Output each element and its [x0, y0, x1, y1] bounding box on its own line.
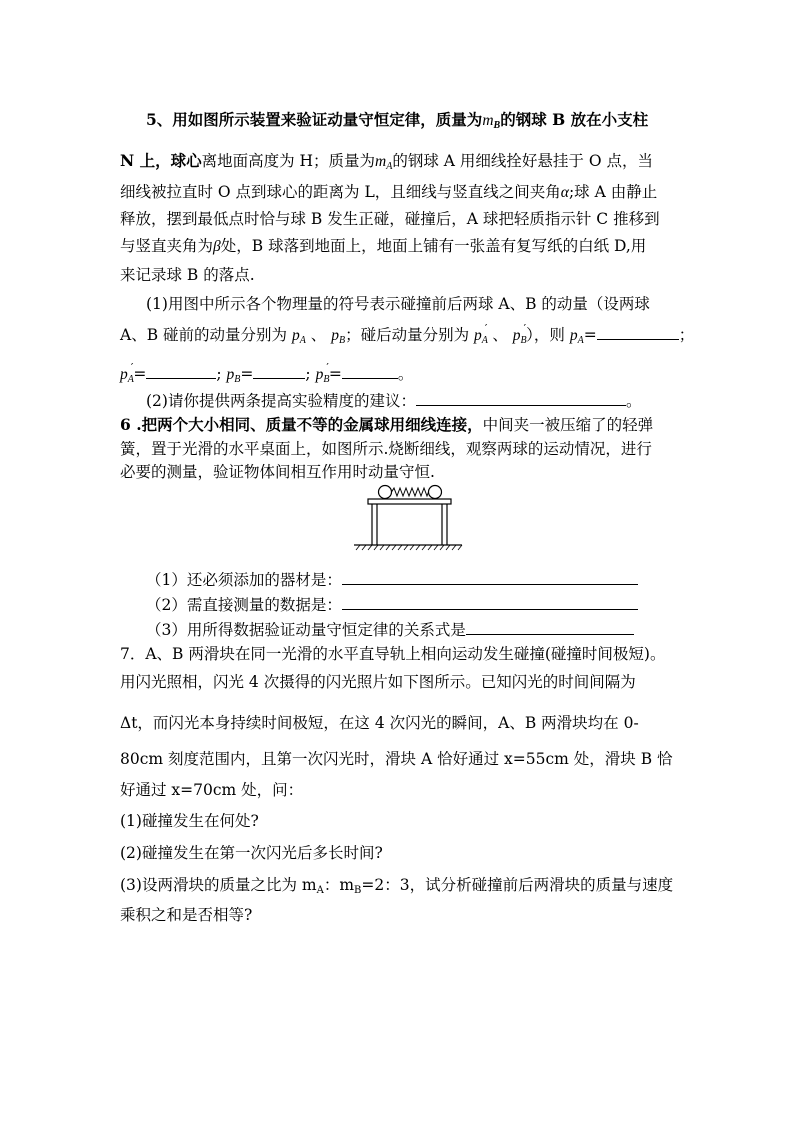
q6-sub-2: （2）需直接测量的数据是： — [146, 593, 638, 615]
answer-blank-equipment[interactable] — [342, 570, 638, 585]
q6-line-1: 6 .把两个大小相同、质量不等的金属球用细线连接，中间夹一被压缩了的轻弹 — [120, 415, 654, 434]
compressed-spring — [392, 488, 429, 496]
answer-blank-pB[interactable] — [253, 364, 305, 379]
q6-sub-1: （1）还必须添加的器材是： — [146, 568, 638, 590]
q7-sub-2: (2)碰撞发生在第一次闪光后多长时间? — [120, 844, 383, 862]
q5-line-3: 细线被拉直时 O 点到球心的距离为 L，且细线与竖直线之间夹角α;球 A 由静止 — [120, 183, 658, 201]
answer-blank-relation[interactable] — [466, 620, 634, 635]
metal-ball-left — [379, 486, 392, 499]
q7-line-5: 好通过 x=70cm 处，问： — [120, 781, 304, 799]
q6-sub-3: （3）用所得数据验证动量守恒定律的关系式是 — [146, 618, 634, 640]
q7-sub-3: (3)设两滑块的质量之比为 mA：mB=2：3，试分析碰撞前后两滑块的质量与速度 — [120, 876, 674, 896]
q5-line-5: 与竖直夹角为β处，B 球落到地面上，地面上铺有一张盖有复写纸的白纸 D,用 — [120, 237, 647, 255]
answer-blank-suggestions[interactable] — [416, 391, 626, 406]
q6-line-3: 必要的测量，验证物体间相互作用时动量守恒. — [120, 463, 435, 481]
metal-ball-right — [429, 486, 442, 499]
answer-blank-measurements[interactable] — [342, 595, 638, 610]
q7-line-2: 用闪光照相，闪光 4 次摄得的闪光照片如下图所示。已知闪光的时间间隔为 — [120, 673, 636, 691]
answer-blank-pB-prime[interactable] — [342, 364, 398, 379]
table-top — [368, 499, 451, 504]
q5-part-1-line-1: (1)用图中所示各个物理量的符号表示碰撞前后两球 A、B 的动量（设两球 — [146, 295, 650, 313]
spring-balls-table-diagram — [350, 482, 470, 552]
answer-blank-pA-prime[interactable] — [146, 364, 216, 379]
answer-blank-pA[interactable] — [597, 325, 679, 340]
q5-line-1: 5、用如图所示装置来验证动量守恒定律，质量为$m_B$的钢球 B 放在小支柱 — [146, 110, 649, 131]
q7-sub-3-cont: 乘积之和是否相等? — [120, 906, 253, 924]
q5-line-4: 释放，摆到最低点时恰与球 B 发生正碰，碰撞后，A 球把轻质指示针 C 推移到 — [120, 210, 660, 228]
q7-line-3: Δt，而闪光本身持续时间极短，在这 4 次闪光的瞬间，A、B 两滑块均在 0- — [120, 714, 639, 732]
q6-line-2: 簧，置于光滑的水平桌面上，如图所示.烧断细线，观察两球的运动情况，进行 — [120, 440, 652, 458]
q5-part-2: (2)请你提供两条提高实验精度的建议： 。 — [146, 392, 642, 410]
q7-line-4: 80cm 刻度范围内，且第一次闪光时，滑块 A 恰好通过 x=55cm 处，滑块 B 恰 — [120, 750, 673, 768]
q7-line-1: 7．A、B 两滑块在同一光滑的水平直导轨上相向运动发生碰撞(碰撞时间极短)。 — [120, 645, 666, 663]
floor-hatching — [356, 545, 462, 550]
q5-line-6: 来记录球 B 的落点. — [120, 266, 255, 284]
q5-part-1-line-3: $p_A'=$ ; $p_B=$ ; $p_B'=$ 。 — [120, 361, 414, 385]
q5-line-2: N 上，球心离地面高度为 H；质量为$m_A$的钢球 A 用细线拴好悬挂于 O 点，当 — [120, 151, 653, 172]
q7-sub-1: (1)碰撞发生在何处? — [120, 812, 259, 830]
q5-part-1-line-2: A、B 碰前的动量分别为 $p_A$ 、 $p_B$；碰后动量分别为 $p_A'$ 、 $p_B'$），则 $p_A=$ ； — [120, 322, 695, 346]
